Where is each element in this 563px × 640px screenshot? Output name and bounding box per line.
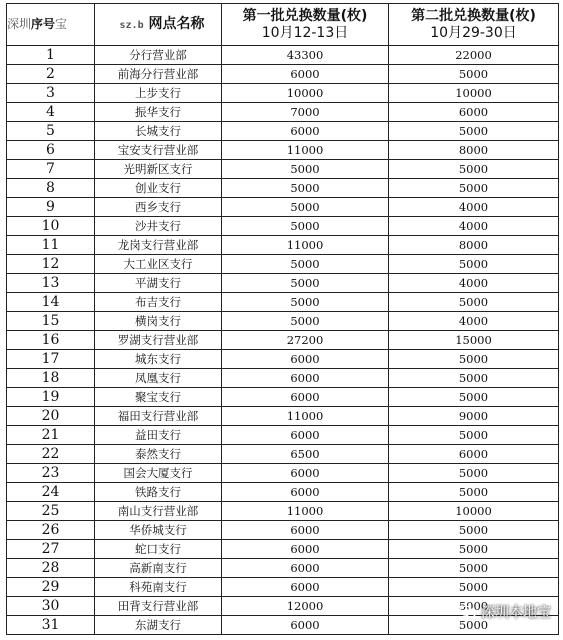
row-number: 15 xyxy=(7,312,95,331)
exchange-schedule-table xyxy=(6,3,559,635)
table-row xyxy=(7,103,559,122)
watermark-top: 深圳 xyxy=(7,17,32,31)
row-number: 3 xyxy=(7,84,95,103)
row-second-batch: 5000 xyxy=(389,122,559,141)
table-row xyxy=(7,369,559,388)
row-branch-name: 沙井支行 xyxy=(95,217,222,236)
table-row xyxy=(7,483,559,502)
row-number: 29 xyxy=(7,578,95,597)
row-second-batch: 8000 xyxy=(389,141,559,160)
row-second-batch: 5000 xyxy=(389,540,559,559)
row-second-batch: 5000 xyxy=(389,179,559,198)
row-number: 13 xyxy=(7,274,95,293)
table-row xyxy=(7,445,559,464)
row-first-batch: 5000 xyxy=(222,255,389,274)
row-first-batch: 6000 xyxy=(222,578,389,597)
row-second-batch: 10000 xyxy=(389,502,559,521)
row-first-batch: 6000 xyxy=(222,616,389,635)
row-first-batch: 6000 xyxy=(222,483,389,502)
row-branch-name: 长城支行 xyxy=(95,122,222,141)
row-first-batch: 12000 xyxy=(222,597,389,616)
table-row xyxy=(7,217,559,236)
row-number: 22 xyxy=(7,445,95,464)
row-first-batch: 5000 xyxy=(222,312,389,331)
row-second-batch: 22000 xyxy=(389,46,559,65)
row-number: 6 xyxy=(7,141,95,160)
table-row xyxy=(7,388,559,407)
table-header xyxy=(7,4,559,46)
header-branch-name xyxy=(95,4,222,46)
table-body xyxy=(7,46,559,635)
row-branch-name: 振华支行 xyxy=(95,103,222,122)
row-second-batch: 5000 xyxy=(389,369,559,388)
row-number: 5 xyxy=(7,122,95,141)
row-number: 1 xyxy=(7,46,95,65)
row-number: 14 xyxy=(7,293,95,312)
row-second-batch: 5000 xyxy=(389,616,559,635)
header-second-batch-date: 10月29-30日 xyxy=(430,24,517,41)
header-row xyxy=(7,4,559,46)
row-number: 24 xyxy=(7,483,95,502)
row-second-batch: 5000 xyxy=(389,350,559,369)
row-number: 28 xyxy=(7,559,95,578)
row-second-batch: 5000 xyxy=(389,559,559,578)
table-row xyxy=(7,274,559,293)
row-number: 21 xyxy=(7,426,95,445)
row-second-batch: 5000 xyxy=(389,388,559,407)
row-number: 17 xyxy=(7,350,95,369)
table-row xyxy=(7,46,559,65)
row-branch-name: 上步支行 xyxy=(95,84,222,103)
row-second-batch: 15000 xyxy=(389,331,559,350)
table-row xyxy=(7,502,559,521)
row-second-batch: 5000 xyxy=(389,160,559,179)
row-branch-name: 大工业区支行 xyxy=(95,255,222,274)
row-first-batch: 6000 xyxy=(222,521,389,540)
row-first-batch: 5000 xyxy=(222,160,389,179)
row-number: 20 xyxy=(7,407,95,426)
row-second-batch: 5000 xyxy=(389,426,559,445)
row-first-batch: 6000 xyxy=(222,350,389,369)
row-first-batch: 11000 xyxy=(222,141,389,160)
table-row xyxy=(7,407,559,426)
row-first-batch: 5000 xyxy=(222,293,389,312)
row-second-batch: 5000 xyxy=(389,597,559,616)
row-second-batch: 5000 xyxy=(389,483,559,502)
row-branch-name: 南山支行营业部 xyxy=(95,502,222,521)
table-row xyxy=(7,236,559,255)
header-seq-label: 序号 xyxy=(31,17,56,31)
row-branch-name: 东湖支行 xyxy=(95,616,222,635)
row-branch-name: 田背支行营业部 xyxy=(95,597,222,616)
header-seq xyxy=(7,4,95,46)
header-branch-name-label: 网点名称 xyxy=(148,15,205,32)
row-branch-name: 平湖支行 xyxy=(95,274,222,293)
row-first-batch: 6000 xyxy=(222,388,389,407)
table-row xyxy=(7,255,559,274)
row-second-batch: 4000 xyxy=(389,217,559,236)
row-second-batch: 5000 xyxy=(389,65,559,84)
row-second-batch: 4000 xyxy=(389,312,559,331)
row-number: 30 xyxy=(7,597,95,616)
row-first-batch: 5000 xyxy=(222,217,389,236)
row-number: 23 xyxy=(7,464,95,483)
header-first-batch-title: 第一批兑换数量(枚) xyxy=(242,7,368,24)
wechat-icon xyxy=(459,605,477,619)
row-first-batch: 6500 xyxy=(222,445,389,464)
row-first-batch: 5000 xyxy=(222,179,389,198)
row-first-batch: 11000 xyxy=(222,407,389,426)
row-first-batch: 11000 xyxy=(222,236,389,255)
row-number: 11 xyxy=(7,236,95,255)
row-second-batch: 4000 xyxy=(389,198,559,217)
row-number: 26 xyxy=(7,521,95,540)
row-second-batch: 5000 xyxy=(389,464,559,483)
table-row xyxy=(7,179,559,198)
row-second-batch: 5000 xyxy=(389,578,559,597)
row-first-batch: 5000 xyxy=(222,274,389,293)
watermark-url: sz.b xyxy=(119,19,144,31)
row-number: 12 xyxy=(7,255,95,274)
row-first-batch: 5000 xyxy=(222,198,389,217)
row-branch-name: 前海分行营业部 xyxy=(95,65,222,84)
row-number: 25 xyxy=(7,502,95,521)
row-branch-name: 益田支行 xyxy=(95,426,222,445)
row-branch-name: 铁路支行 xyxy=(95,483,222,502)
row-first-batch: 6000 xyxy=(222,65,389,84)
table-row xyxy=(7,312,559,331)
row-second-batch: 5000 xyxy=(389,293,559,312)
table-row xyxy=(7,464,559,483)
row-first-batch: 11000 xyxy=(222,502,389,521)
table-row xyxy=(7,578,559,597)
row-branch-name: 高新南支行 xyxy=(95,559,222,578)
table-row xyxy=(7,122,559,141)
row-branch-name: 华侨城支行 xyxy=(95,521,222,540)
table-row xyxy=(7,540,559,559)
row-first-batch: 10000 xyxy=(222,84,389,103)
row-number: 10 xyxy=(7,217,95,236)
table-row xyxy=(7,331,559,350)
row-number: 8 xyxy=(7,179,95,198)
table-row xyxy=(7,198,559,217)
row-number: 7 xyxy=(7,160,95,179)
header-second-batch-title: 第二批兑换数量(枚) xyxy=(411,7,536,24)
row-first-batch: 6000 xyxy=(222,540,389,559)
row-branch-name: 横岗支行 xyxy=(95,312,222,331)
row-second-batch: 10000 xyxy=(389,84,559,103)
row-branch-name: 凤凰支行 xyxy=(95,369,222,388)
row-second-batch: 8000 xyxy=(389,236,559,255)
row-branch-name: 福田支行营业部 xyxy=(95,407,222,426)
row-branch-name: 泰然支行 xyxy=(95,445,222,464)
row-branch-name: 宝安支行营业部 xyxy=(95,141,222,160)
row-number: 4 xyxy=(7,103,95,122)
exchange-schedule-table-wrapper xyxy=(6,3,558,635)
row-second-batch: 9000 xyxy=(389,407,559,426)
header-second-batch xyxy=(389,4,559,46)
row-number: 18 xyxy=(7,369,95,388)
header-first-batch xyxy=(222,4,389,46)
row-branch-name: 城东支行 xyxy=(95,350,222,369)
row-number: 31 xyxy=(7,616,95,635)
table-row xyxy=(7,426,559,445)
row-branch-name: 龙岗支行营业部 xyxy=(95,236,222,255)
row-branch-name: 分行营业部 xyxy=(95,46,222,65)
row-branch-name: 光明新区支行 xyxy=(95,160,222,179)
watermark-bottom-text: 深圳本地宝 xyxy=(481,605,551,621)
row-number: 16 xyxy=(7,331,95,350)
row-first-batch: 6000 xyxy=(222,369,389,388)
row-second-batch: 4000 xyxy=(389,274,559,293)
row-second-batch: 5000 xyxy=(389,255,559,274)
row-first-batch: 7000 xyxy=(222,103,389,122)
table-row xyxy=(7,350,559,369)
watermark-top-mid: 宝 xyxy=(55,17,68,31)
row-second-batch: 6000 xyxy=(389,103,559,122)
row-number: 27 xyxy=(7,540,95,559)
row-first-batch: 6000 xyxy=(222,464,389,483)
row-branch-name: 国会大厦支行 xyxy=(95,464,222,483)
row-branch-name: 科苑南支行 xyxy=(95,578,222,597)
row-first-batch: 43300 xyxy=(222,46,389,65)
row-branch-name: 创业支行 xyxy=(95,179,222,198)
row-number: 9 xyxy=(7,198,95,217)
table-row xyxy=(7,521,559,540)
table-row xyxy=(7,160,559,179)
table-row xyxy=(7,293,559,312)
row-second-batch: 5000 xyxy=(389,521,559,540)
table-row xyxy=(7,65,559,84)
table-row xyxy=(7,559,559,578)
row-first-batch: 6000 xyxy=(222,426,389,445)
row-number: 19 xyxy=(7,388,95,407)
row-number: 2 xyxy=(7,65,95,84)
row-branch-name: 西乡支行 xyxy=(95,198,222,217)
row-second-batch: 6000 xyxy=(389,445,559,464)
row-first-batch: 27200 xyxy=(222,331,389,350)
table-row xyxy=(7,84,559,103)
row-branch-name: 布吉支行 xyxy=(95,293,222,312)
table-row xyxy=(7,141,559,160)
row-branch-name: 蛇口支行 xyxy=(95,540,222,559)
row-branch-name: 罗湖支行营业部 xyxy=(95,331,222,350)
row-first-batch: 6000 xyxy=(222,122,389,141)
watermark-bottom xyxy=(459,602,551,622)
header-first-batch-date: 10月12-13日 xyxy=(261,24,349,41)
row-branch-name: 聚宝支行 xyxy=(95,388,222,407)
row-first-batch: 6000 xyxy=(222,559,389,578)
